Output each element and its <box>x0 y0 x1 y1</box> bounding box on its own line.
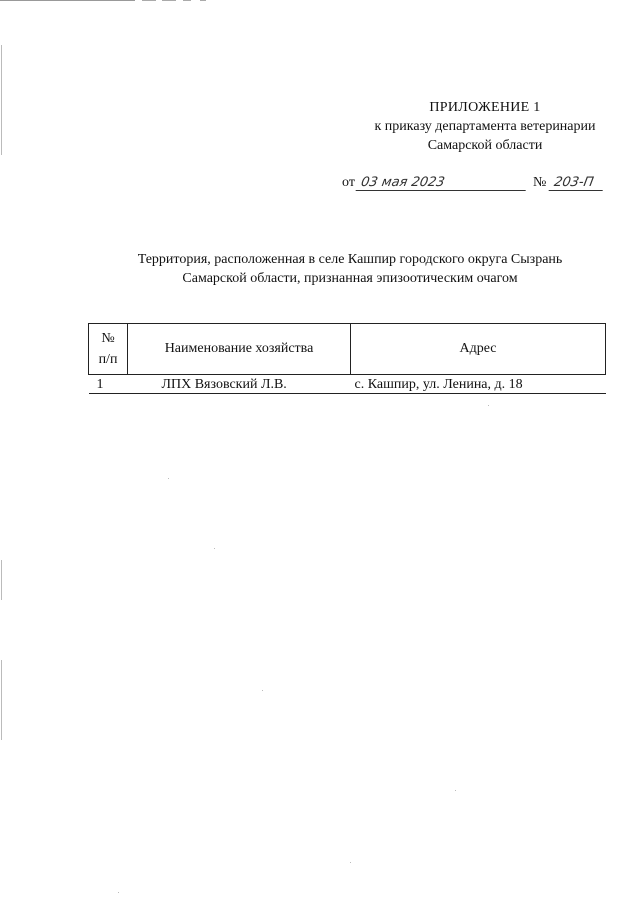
header-number <box>89 324 128 375</box>
scan-top-edge-dash <box>162 0 176 1</box>
scan-speck <box>455 790 456 791</box>
appendix-line-1: к приказу департамента ветеринарии <box>374 119 596 134</box>
scan-speck <box>262 690 263 691</box>
scan-top-edge-dash <box>200 0 206 1</box>
scan-top-edge-dash <box>142 0 156 1</box>
scan-speck <box>350 862 351 863</box>
document-title <box>40 250 640 288</box>
header-address: Адрес <box>351 324 606 375</box>
appendix-header <box>340 98 630 155</box>
scan-speck <box>168 478 169 479</box>
header-number-sign: № <box>101 331 115 346</box>
order-number-handwritten: 203-П <box>549 175 606 191</box>
scan-top-edge-line <box>0 0 135 1</box>
scan-left-edge-mark <box>1 45 2 155</box>
document-title-line-1: Территория, расположенная в селе Кашпир городского округа Сызрань <box>137 252 563 267</box>
scan-speck <box>118 892 119 893</box>
order-date-prefix: от <box>342 175 355 190</box>
scan-top-edge-dash <box>183 0 191 1</box>
scan-speck <box>214 548 215 549</box>
header-number-pp: п/п <box>98 352 118 367</box>
scan-speck <box>488 405 489 406</box>
scan-left-edge-mark <box>1 660 2 740</box>
header-farm-name: Наименование хозяйства <box>128 324 351 375</box>
farm-registry-table <box>88 323 606 394</box>
row-farm-name: ЛПХ Вязовский Л.В. <box>128 375 351 394</box>
appendix-line-2: Самарской области <box>427 138 543 153</box>
order-reference <box>342 175 604 191</box>
document-title-line-2: Самарской области, признанная эпизоотическим очагом <box>182 271 518 286</box>
table-header-row <box>89 324 606 375</box>
order-number-prefix: № <box>532 175 547 190</box>
appendix-title: ПРИЛОЖЕНИЕ 1 <box>429 100 541 115</box>
scan-left-edge-mark <box>1 560 2 600</box>
table-row <box>89 375 606 394</box>
row-address: с. Кашпир, ул. Ленина, д. 18 <box>351 375 606 394</box>
row-number: 1 <box>89 375 128 394</box>
order-date-handwritten: 03 мая 2023 <box>356 175 529 191</box>
